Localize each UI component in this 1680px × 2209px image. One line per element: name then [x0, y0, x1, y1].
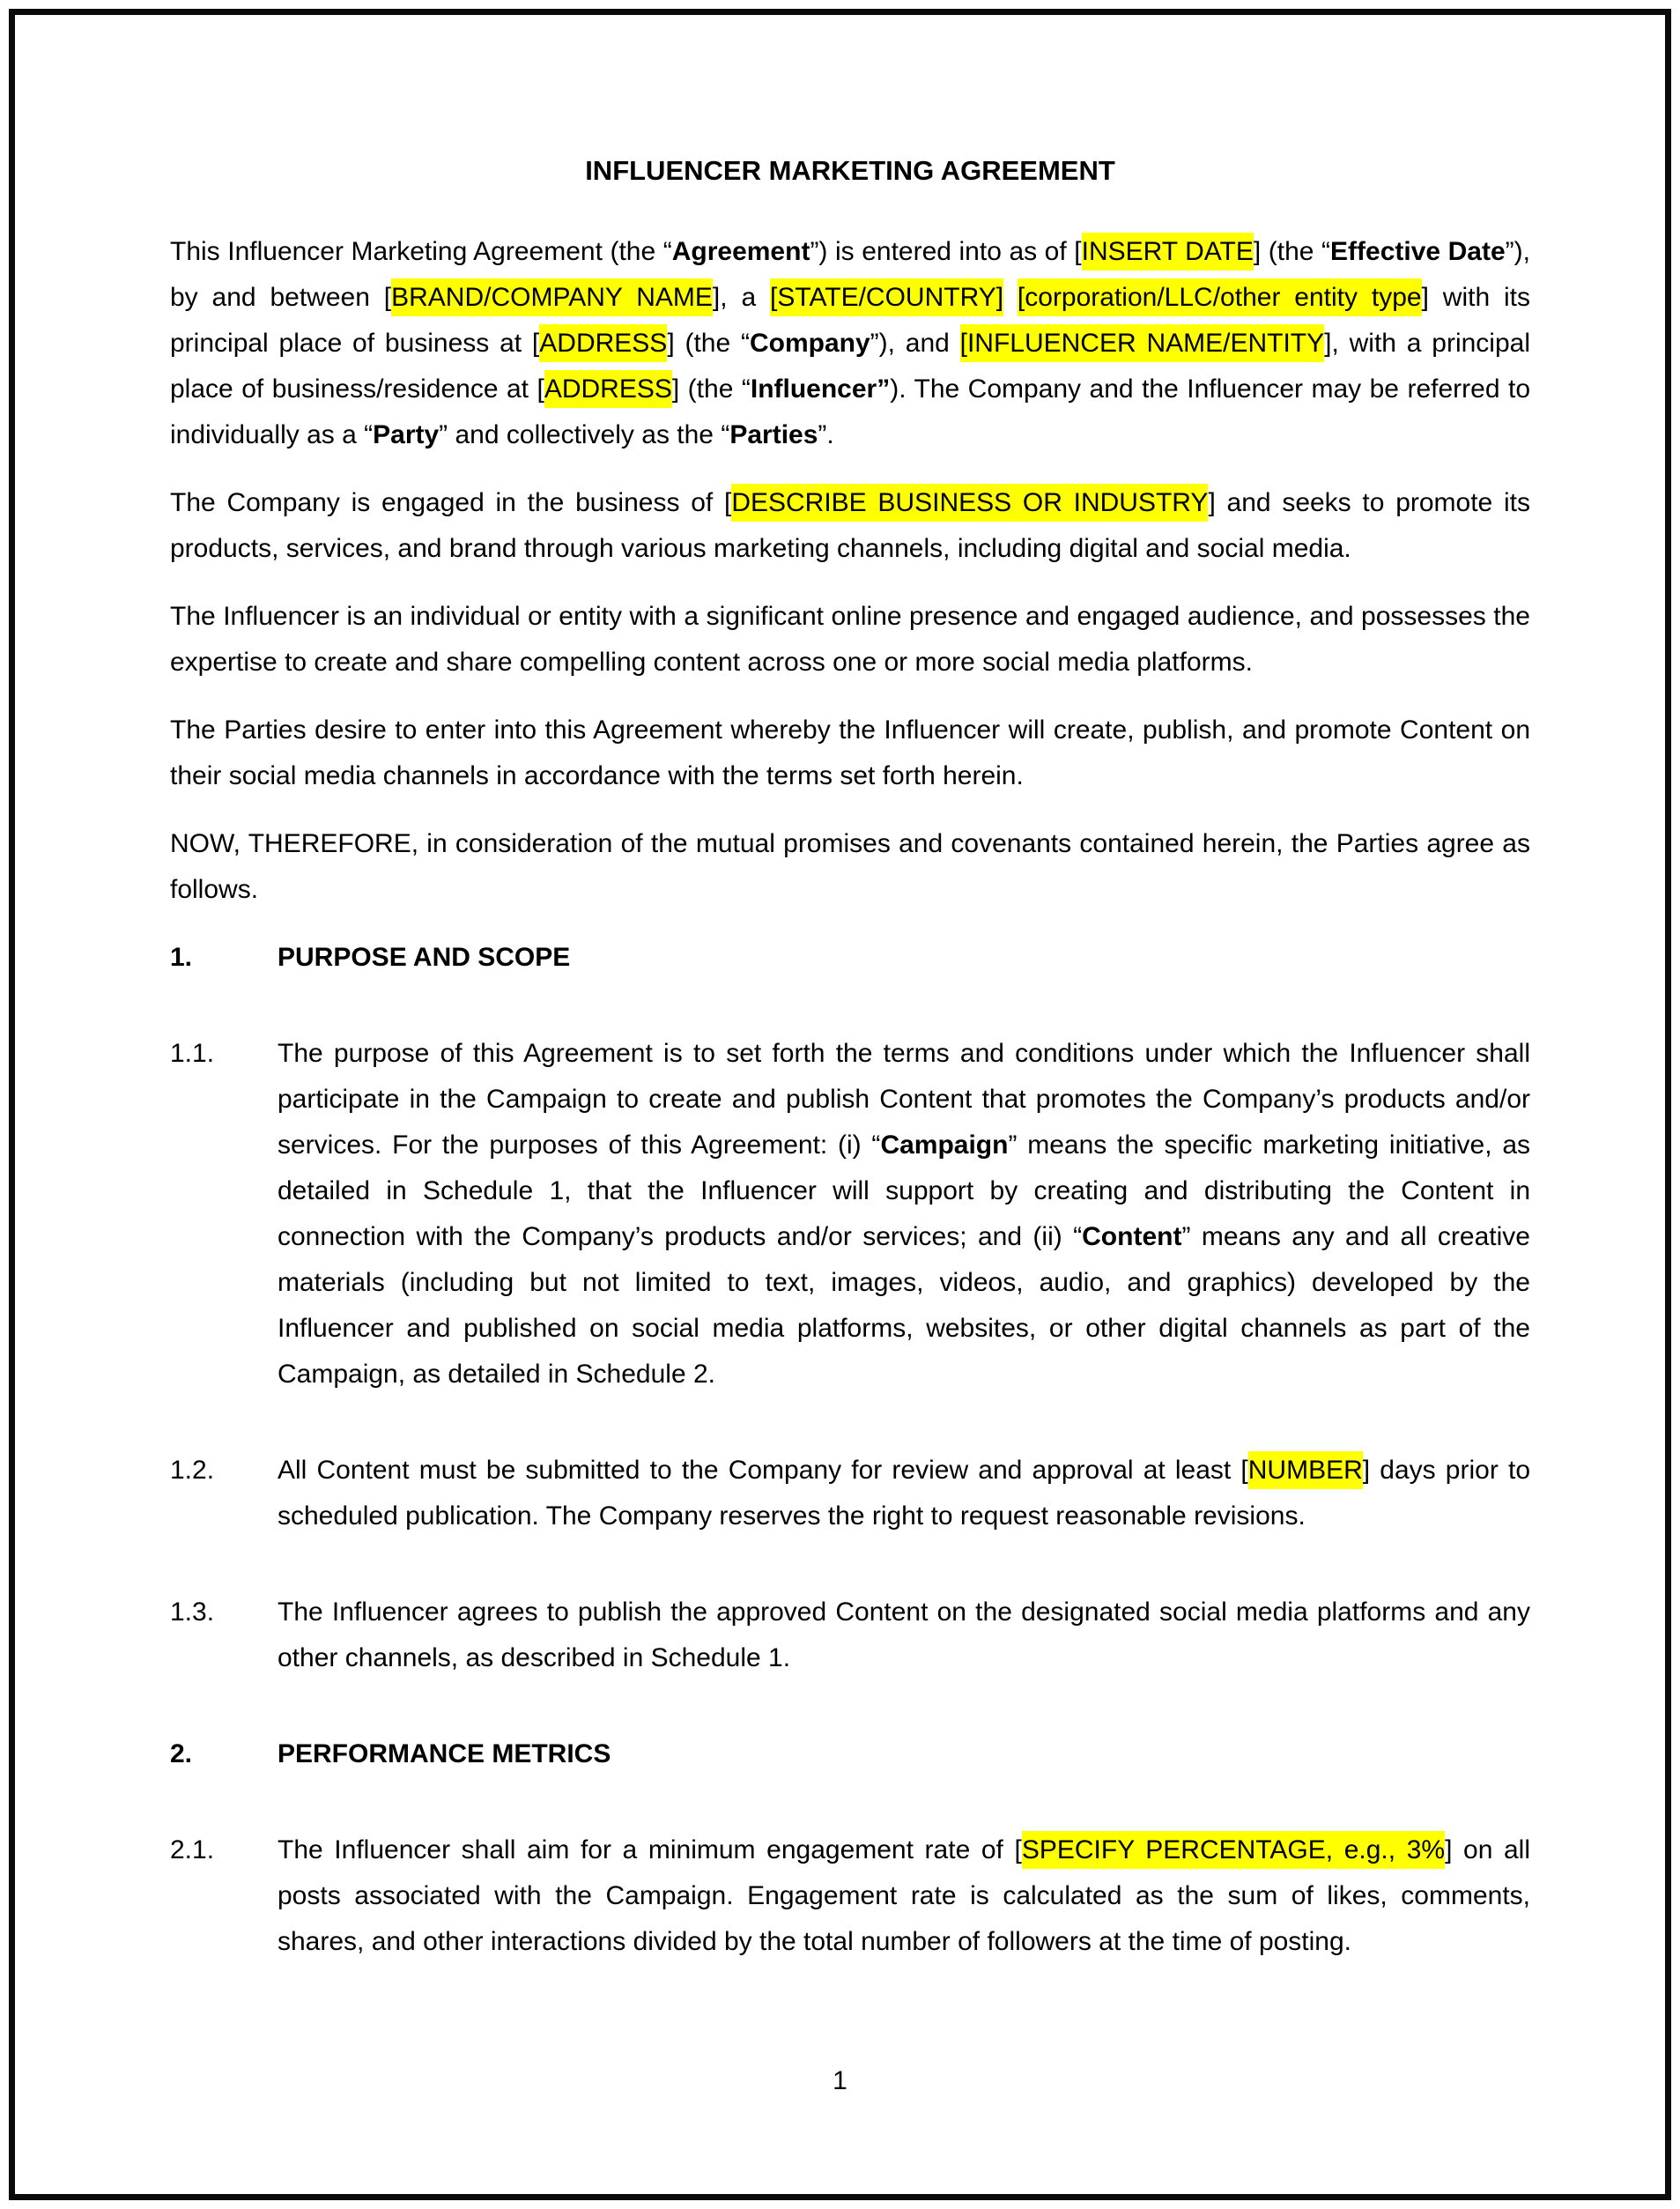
paragraph — [170, 594, 1530, 686]
text-run: ” and collectively as the “ — [439, 420, 730, 449]
section-heading — [170, 935, 1530, 981]
document-page — [170, 148, 1530, 2015]
text-run: Effective Date — [1330, 237, 1506, 266]
placeholder-highlight: DESCRIBE BUSINESS OR INDUSTRY — [731, 484, 1208, 522]
text-run: ], a — [712, 283, 771, 312]
paragraph-text — [170, 821, 1530, 913]
text-run: Influencer” — [750, 374, 891, 404]
text-run — [1003, 283, 1018, 312]
document-body — [170, 229, 1530, 1965]
clause-text — [278, 1448, 1530, 1539]
text-run: NOW, THEREFORE, in consideration of the mutual promises and covenants contained herein, the Parties agree as follows. — [170, 829, 1530, 904]
paragraph-text — [170, 594, 1530, 686]
clause-text — [278, 1590, 1530, 1681]
text-run: This Influencer Marketing Agreement (the “ — [170, 237, 672, 266]
text-run: Parties — [729, 420, 818, 449]
paragraph-text — [170, 708, 1530, 799]
text-run: Company — [749, 329, 870, 358]
placeholder-highlight: [INFLUENCER NAME/ENTITY — [960, 324, 1325, 362]
text-run: ] on all posts associated with the Campaign. Engagement rate is calculated as the sum of likes, comments, shares, and other interactions divided by the total number of followers at the time of posting. — [278, 1835, 1531, 1956]
clause — [170, 1031, 1530, 1397]
text-run: ] days prior to scheduled publication. The Company reserves the right to request reasonable revisions. — [278, 1456, 1530, 1531]
clause — [170, 1827, 1530, 1965]
placeholder-highlight: BRAND/COMPANY NAME — [391, 278, 713, 316]
paragraph-text — [170, 229, 1530, 458]
text-run: The Parties desire to enter into this Agreement whereby the Influencer will create, publish, and promote Content on their social media channels in accordance with the terms set forth herein. — [170, 715, 1530, 790]
placeholder-highlight: ADDRESS — [539, 324, 667, 362]
placeholder-highlight: SPECIFY PERCENTAGE, e.g., 3% — [1022, 1831, 1445, 1869]
clause-text — [278, 1827, 1530, 1965]
text-run: ] (the “ — [667, 329, 750, 358]
text-run: The Influencer shall aim for a minimum engagement rate of [ — [278, 1835, 1022, 1864]
clause-text — [278, 1031, 1530, 1397]
text-run: ], with a principal place of business/residence at [ — [170, 329, 1530, 404]
paragraph — [170, 229, 1530, 458]
clause-number: 1.1. — [170, 1039, 215, 1068]
text-run: ). The Company and the Influencer may be referred to individually as a “ — [170, 374, 1531, 449]
page-number: 1 — [833, 2066, 847, 2095]
text-run: ] and seeks to promote its products, services, and brand through various marketing channels, including digital and social media. — [170, 488, 1530, 563]
placeholder-highlight: ADDRESS — [544, 370, 672, 408]
text-run: ”) is entered into as of [ — [810, 237, 1082, 266]
section-title: PURPOSE AND SCOPE — [278, 943, 571, 972]
text-run: ] (the “ — [671, 374, 751, 404]
text-run: ”. — [818, 420, 834, 449]
text-run: ”), by and between [ — [170, 237, 1530, 312]
clause-number: 2.1. — [170, 1835, 215, 1864]
text-run: Agreement — [671, 237, 810, 266]
section-title: PERFORMANCE METRICS — [278, 1739, 611, 1768]
paragraph — [170, 821, 1530, 913]
placeholder-highlight: [corporation/LLC/other entity type — [1018, 278, 1422, 316]
text-run: ] (the “ — [1253, 237, 1331, 266]
text-run: The Influencer agrees to publish the approved Content on the designated social media platforms and any other channels, as described in Schedule 1. — [278, 1597, 1530, 1672]
paragraph — [170, 480, 1530, 572]
text-run: All Content must be submitted to the Company for review and approval at least [ — [278, 1456, 1248, 1485]
placeholder-highlight: NUMBER — [1248, 1451, 1363, 1489]
clause — [170, 1590, 1530, 1681]
clause-number: 1.3. — [170, 1597, 215, 1627]
text-run: The purpose of this Agreement is to set forth the terms and conditions under which the Influencer shall participate in the Campaign to create and publish Content that promotes the Company’s products and/or services. For the purposes of this Agreement: (i) “ — [278, 1039, 1530, 1160]
text-run: Campaign — [880, 1130, 1009, 1160]
placeholder-highlight: INSERT DATE — [1082, 233, 1254, 271]
text-run: ] with its principal place of business at [ — [170, 283, 1530, 358]
clause-number: 1.2. — [170, 1456, 215, 1485]
paragraph — [170, 708, 1530, 799]
text-run: ” means any and all creative materials (including but not limited to text, images, videos, audio, and graphics) developed by the Influencer and published on social media platforms, websites, or other digital channels as part of the Campaign, as detailed in Schedule 2. — [278, 1222, 1530, 1389]
section-heading — [170, 1731, 1530, 1777]
section-number: 2. — [170, 1739, 193, 1768]
clause — [170, 1448, 1530, 1539]
text-run: The Influencer is an individual or entity with a significant online presence and engaged audience, and possesses the expertise to create and share compelling content across one or more social media platforms. — [170, 602, 1530, 677]
text-run: ”), and — [870, 329, 960, 358]
text-run: The Company is engaged in the business of [ — [170, 488, 732, 517]
paragraph-text — [170, 480, 1530, 572]
placeholder-highlight: [STATE/COUNTRY] — [770, 278, 1003, 316]
text-run: Party — [373, 420, 440, 449]
text-run: Content — [1082, 1222, 1182, 1251]
document-title: INFLUENCER MARKETING AGREEMENT — [585, 155, 1115, 186]
text-run: ” means the specific marketing initiative, as detailed in Schedule 1, that the Influencer will support by creating and distributing the Content in connection with the Company’s products and/or services; and (ii) “ — [278, 1130, 1530, 1251]
section-number: 1. — [170, 943, 193, 972]
